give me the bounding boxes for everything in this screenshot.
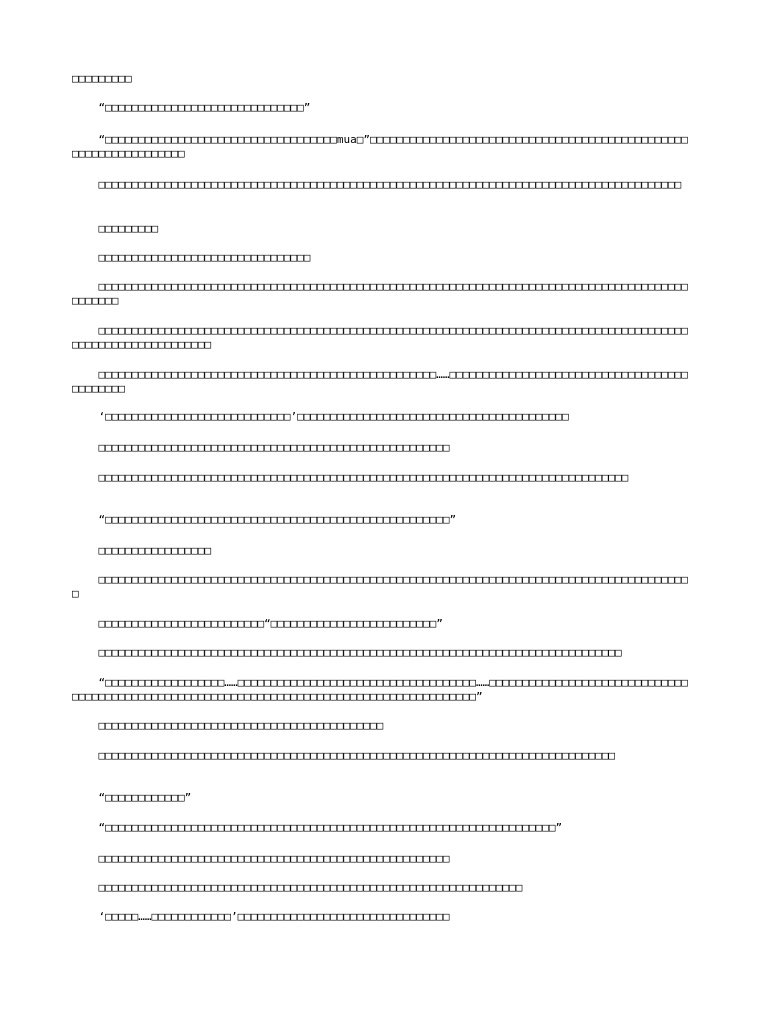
paragraph-24: □□□□□□□□□□□□□□□□□□□□□□□□□□□□□□□□□□□□□□□□□□□□□□□□□□□□□□□□□□□□□□□□ (72, 881, 523, 894)
paragraph-5: □□□□□□□□□ (72, 222, 159, 235)
paragraph-13: “□□□□□□□□□□□□□□□□□□□□□□□□□□□□□□□□□□□□□□□□□□□□□□□□□□□□” (72, 513, 457, 526)
paragraph-17: □□□□□□□□□□□□□□□□□□□□□□□□□□□□□□□□□□□□□□□□□□□□□□□□□□□□□□□□□□□□□□□□□□□□□□□□□□□□□□□ (72, 646, 622, 659)
paragraph-18: “□□□□□□□□□□□□□□□□□□……□□□□□□□□□□□□□□□□□□□□□□□□□□□□□□□□□□□□……□□□□□□□□□□□□□□□□□□□□□□□□□□□□□□□□□□□□□□□□□□□□□□□□□□□□□□□□□□□□□□□□□□□□□□□□□□□□□□□□□□□□□□□□□□□” (72, 676, 688, 703)
paragraph-2: “□□□□□□□□□□□□□□□□□□□□□□□□□□□□□□” (72, 101, 311, 114)
paragraph-3: “□□□□□□□□□□□□□□□□□□□□□□□□□□□□□□□□□□□mua□”□□□□□□□□□□□□□□□□□□□□□□□□□□□□□□□□□□□□□□□□□□□□□□□□□□□□□□□□□□□□□□□□□ (72, 133, 688, 160)
paragraph-1: □□□□□□□□□ (72, 72, 132, 85)
paragraph-20: □□□□□□□□□□□□□□□□□□□□□□□□□□□□□□□□□□□□□□□□□□□□□□□□□□□□□□□□□□□□□□□□□□□□□□□□□□□□□□ (72, 749, 616, 762)
paragraph-8: □□□□□□□□□□□□□□□□□□□□□□□□□□□□□□□□□□□□□□□□□□□□□□□□□□□□□□□□□□□□□□□□□□□□□□□□□□□□□□□□□□□□□□□□□□□□□□□□□□□□□□□□□□□□□□ (72, 324, 688, 351)
paragraph-11: □□□□□□□□□□□□□□□□□□□□□□□□□□□□□□□□□□□□□□□□□□□□□□□□□□□□□ (72, 441, 450, 454)
paragraph-7: □□□□□□□□□□□□□□□□□□□□□□□□□□□□□□□□□□□□□□□□□□□□□□□□□□□□□□□□□□□□□□□□□□□□□□□□□□□□□□□□□□□□□□□□□□□□□□□□ (72, 280, 688, 307)
paragraph-12: □□□□□□□□□□□□□□□□□□□□□□□□□□□□□□□□□□□□□□□□□□□□□□□□□□□□□□□□□□□□□□□□□□□□□□□□□□□□□□□□ (72, 471, 629, 484)
paragraph-14: □□□□□□□□□□□□□□□□□ (72, 544, 212, 557)
paragraph-6: □□□□□□□□□□□□□□□□□□□□□□□□□□□□□□□□ (72, 251, 311, 264)
paragraph-9: □□□□□□□□□□□□□□□□□□□□□□□□□□□□□□□□□□□□□□□□□□□□□□□□□□□……□□□□□□□□□□□□□□□□□□□□□□□□□□□□□□□□□□□□□□□□□□□□ (72, 368, 688, 395)
paragraph-16: □□□□□□□□□□□□□□□□□□□□□□□□□“□□□□□□□□□□□□□□□□□□□□□□□□□” (72, 617, 443, 630)
paragraph-19: □□□□□□□□□□□□□□□□□□□□□□□□□□□□□□□□□□□□□□□□□□□ (72, 719, 384, 732)
paragraph-21: “□□□□□□□□□□□□” (72, 791, 192, 804)
paragraph-25: ‘□□□□□……□□□□□□□□□□□□’□□□□□□□□□□□□□□□□□□□□□□□□□□□□□□□□ (72, 910, 450, 923)
paragraph-4: □□□□□□□□□□□□□□□□□□□□□□□□□□□□□□□□□□□□□□□□□□□□□□□□□□□□□□□□□□□□□□□□□□□□□□□□□□□□□□□□□□□□□□□□ (72, 178, 682, 191)
paragraph-22: “□□□□□□□□□□□□□□□□□□□□□□□□□□□□□□□□□□□□□□□□□□□□□□□□□□□□□□□□□□□□□□□□□□□□” (72, 821, 563, 834)
paragraph-23: □□□□□□□□□□□□□□□□□□□□□□□□□□□□□□□□□□□□□□□□□□□□□□□□□□□□□ (72, 852, 450, 865)
paragraph-15: □□□□□□□□□□□□□□□□□□□□□□□□□□□□□□□□□□□□□□□□□□□□□□□□□□□□□□□□□□□□□□□□□□□□□□□□□□□□□□□□□□□□□□□□□□ (72, 573, 688, 600)
paragraph-10: ‘□□□□□□□□□□□□□□□□□□□□□□□□□□□□’□□□□□□□□□□□□□□□□□□□□□□□□□□□□□□□□□□□□□□□□□ (72, 410, 569, 423)
